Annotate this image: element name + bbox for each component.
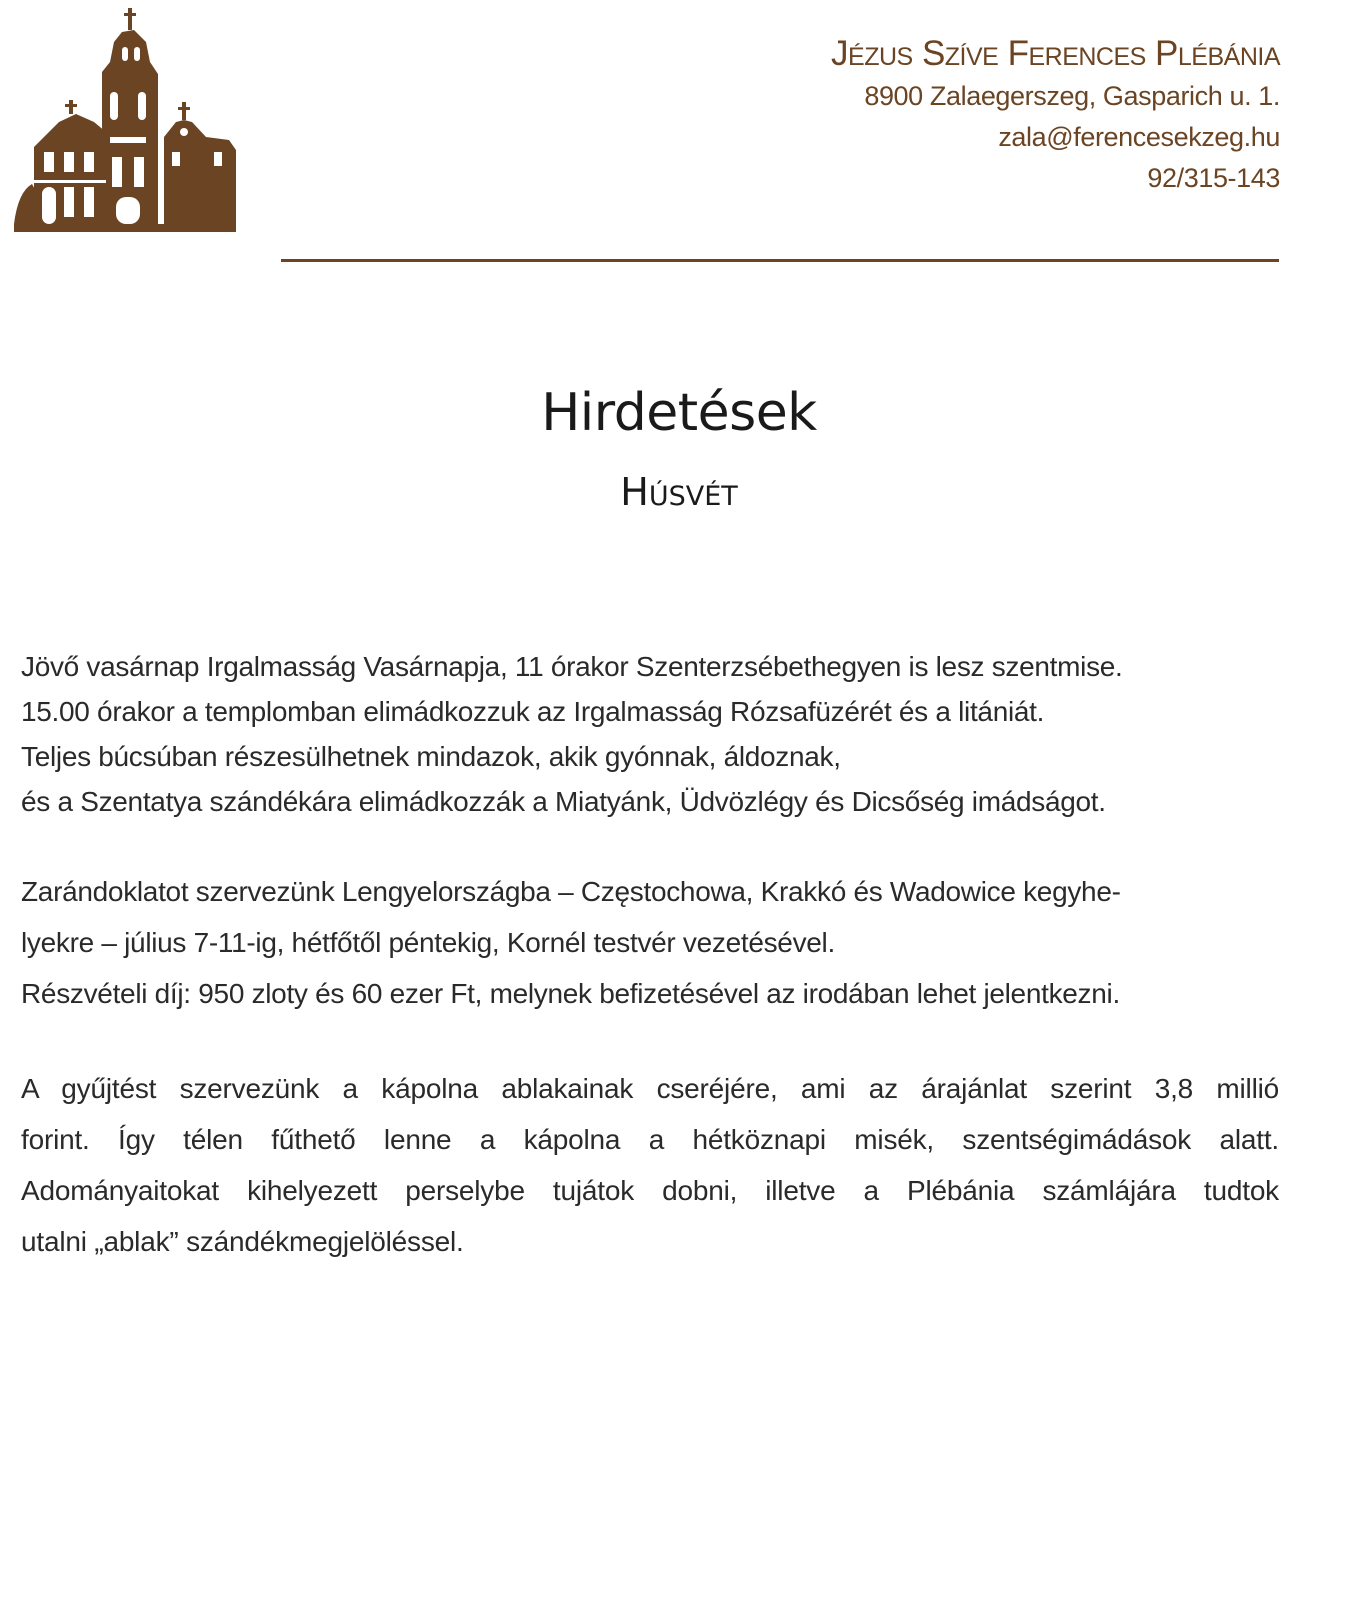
paragraph-line: forint. Így télen fűthető lenne a kápolna a hétköznapi misék, szentségimádások alatt. bbox=[21, 1124, 1279, 1155]
announcement-paragraph-2 bbox=[21, 866, 1279, 1019]
header-divider bbox=[281, 259, 1279, 262]
announcement-paragraph-1 bbox=[21, 644, 1279, 824]
parish-address: 8900 Zalaegerszeg, Gasparich u. 1. bbox=[864, 81, 1280, 111]
paragraph-line: Részvételi díj: 950 zloty és 60 ezer Ft, melynek befizetésével az irodában lehet jelentkezni. bbox=[21, 978, 1120, 1009]
paragraph-line: Zarándoklatot szervezünk Lengyelországba – Częstochowa, Krakkó és Wadowice kegyhe- bbox=[21, 876, 1121, 907]
paragraph-line: utalni „ablak” szándékmegjelöléssel. bbox=[21, 1226, 464, 1257]
church-logo bbox=[14, 2, 244, 238]
paragraph-line: Jövő vasárnap Irgalmasság Vasárnapja, 11 órakor Szenterzsébethegyen is lesz szentmise. bbox=[21, 651, 1123, 682]
page-subtitle: Húsvét bbox=[620, 470, 738, 514]
page-title: Hirdetések bbox=[541, 383, 817, 443]
paragraph-line: lyekre – július 7-11-ig, hétfőtől péntekig, Kornél testvér vezetésével. bbox=[21, 927, 835, 958]
announcement-paragraph-3 bbox=[21, 1063, 1279, 1267]
paragraph-line: A gyűjtést szervezünk a kápolna ablakainak cseréjére, ami az árajánlat szerint 3,8 millió bbox=[21, 1073, 1279, 1104]
parish-phone: 92/315-143 bbox=[1147, 163, 1280, 193]
paragraph-line: Teljes búcsúban részesülhetnek mindazok, akik gyónnak, áldoznak, bbox=[21, 741, 841, 772]
parish-email[interactable]: zala@ferencesekzeg.hu bbox=[998, 122, 1280, 152]
paragraph-line: Adományaitokat kihelyezett perselybe tujátok dobni, illetve a Plébánia számlájára tudtok bbox=[21, 1175, 1279, 1206]
paragraph-line: 15.00 órakor a templomban elimádkozzuk az Irgalmasság Rózsafüzérét és a litániát. bbox=[21, 696, 1045, 727]
parish-name: Jézus Szíve Ferences Plébánia bbox=[831, 34, 1280, 73]
parish-contact-block bbox=[831, 32, 1280, 199]
paragraph-line: és a Szentatya szándékára elimádkozzák a Miatyánk, Üdvözlégy és Dicsőség imádságot. bbox=[21, 786, 1106, 817]
